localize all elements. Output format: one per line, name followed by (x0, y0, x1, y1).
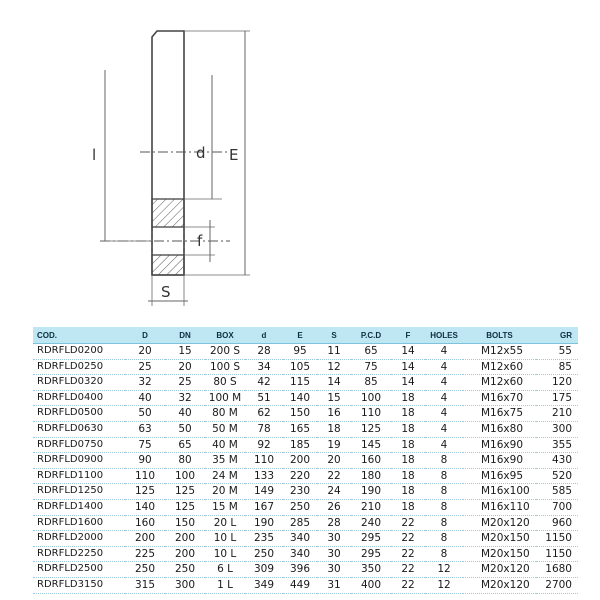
cell-holes: 12 (437, 578, 451, 591)
cell-f: 18 (401, 485, 415, 498)
cell-bolts: M16x80 (481, 422, 523, 435)
cell-bolts: M16x70 (481, 391, 523, 404)
cell-box: 20 L (213, 516, 237, 529)
cell-dn: 200 (174, 547, 196, 560)
cell-bolts: M16x90 (481, 454, 523, 467)
cell-holes: 4 (440, 391, 448, 404)
cell-gr: 55 (558, 345, 572, 357)
cell-f: 22 (401, 516, 415, 529)
cell-d-inner: 349 (253, 578, 275, 591)
cell-f: 18 (401, 407, 415, 420)
cell-gr: 585 (551, 485, 572, 498)
cell-s: 19 (327, 438, 341, 451)
cell-cod: RDRFLD1250 (37, 485, 104, 497)
cell-dn: 25 (178, 376, 192, 389)
table-row (33, 515, 578, 531)
flange-spec-table (33, 327, 578, 594)
cell-d-inner: 190 (253, 516, 275, 529)
cell-s: 30 (327, 547, 341, 560)
cell-dn: 100 (174, 469, 196, 482)
cell-bolts: M16x95 (481, 469, 523, 482)
table-row (33, 499, 578, 515)
cell-gr: 520 (551, 469, 572, 482)
cell-d-inner: 34 (257, 360, 271, 373)
cell-box: 1 L (217, 578, 233, 591)
cell-box: 15 M (212, 500, 238, 513)
cell-pcd: 100 (360, 391, 382, 404)
table-row (33, 453, 578, 469)
cell-s: 30 (327, 563, 341, 576)
cell-f: 18 (401, 454, 415, 467)
cell-box: 10 L (213, 547, 237, 560)
dimension-e (184, 31, 250, 275)
cell-s: 11 (327, 345, 341, 357)
cell-d-outer: 75 (138, 438, 152, 451)
cell-e: 140 (289, 391, 311, 404)
cell-d-inner: 235 (253, 532, 275, 545)
cell-box: 24 M (212, 469, 238, 482)
header-d-outer: D (125, 327, 165, 344)
cell-bolts: M12x55 (481, 345, 523, 357)
table-header-row (33, 327, 578, 344)
cell-d-inner: 28 (257, 345, 271, 357)
cell-d-inner: 149 (253, 485, 275, 498)
cell-cod: RDRFLD1400 (37, 500, 104, 512)
header-s: S (317, 327, 351, 344)
cell-e: 150 (289, 407, 311, 420)
cell-holes: 8 (440, 516, 448, 529)
cell-s: 18 (327, 422, 341, 435)
cell-bolts: M16x90 (481, 438, 523, 451)
cell-holes: 12 (437, 563, 451, 576)
cell-bolts: M20x120 (481, 578, 530, 591)
cell-d-outer: 160 (134, 516, 156, 529)
cell-holes: 8 (440, 469, 448, 482)
table-row (33, 531, 578, 547)
table-body (33, 344, 578, 594)
cell-gr: 430 (551, 454, 572, 467)
cell-gr: 85 (558, 360, 572, 373)
cell-e: 285 (289, 516, 311, 529)
table-row (33, 406, 578, 422)
cell-cod: RDRFLD0900 (37, 454, 104, 466)
cell-d-outer: 225 (134, 547, 156, 560)
cell-box: 200 S (209, 345, 241, 357)
dimension-d (184, 75, 222, 199)
table-row (33, 390, 578, 406)
hatched-section-lower (152, 255, 184, 275)
cell-bolts: M20x120 (481, 563, 530, 576)
cell-holes: 4 (440, 407, 448, 420)
cell-dn: 125 (174, 500, 196, 513)
table-row (33, 468, 578, 484)
cell-dn: 40 (178, 407, 192, 420)
cell-f: 14 (401, 360, 415, 373)
cell-bolts: M16x75 (481, 407, 523, 420)
cell-d-outer: 40 (138, 391, 152, 404)
header-gr: GR (536, 327, 578, 344)
cell-d-outer: 110 (134, 469, 156, 482)
cell-dn: 20 (178, 360, 192, 373)
cell-holes: 4 (440, 438, 448, 451)
cell-gr: 1680 (545, 563, 572, 576)
cell-pcd: 295 (360, 532, 382, 545)
cell-gr: 700 (551, 500, 572, 513)
cell-pcd: 190 (360, 485, 382, 498)
cell-box: 80 S (213, 376, 237, 389)
cell-s: 14 (327, 376, 341, 389)
cell-dn: 15 (178, 345, 192, 357)
cell-dn: 150 (174, 516, 196, 529)
cell-dn: 50 (178, 422, 192, 435)
header-box: BOX (205, 327, 245, 344)
cell-box: 6 L (217, 563, 233, 576)
cell-pcd: 65 (364, 345, 378, 357)
header-dn: DN (165, 327, 205, 344)
cell-pcd: 295 (360, 547, 382, 560)
cell-s: 20 (327, 454, 341, 467)
cell-pcd: 400 (360, 578, 382, 591)
cell-e: 340 (289, 532, 311, 545)
label-d: d (196, 144, 206, 162)
cell-dn: 80 (178, 454, 192, 467)
cell-d-outer: 315 (134, 578, 156, 591)
cell-pcd: 350 (360, 563, 382, 576)
cell-d-outer: 200 (134, 532, 156, 545)
cell-d-outer: 63 (138, 422, 152, 435)
table-row (33, 437, 578, 453)
table-row (33, 421, 578, 437)
cell-f: 18 (401, 469, 415, 482)
cell-e: 449 (289, 578, 311, 591)
cell-e: 95 (293, 345, 307, 357)
cell-cod: RDRFLD0400 (37, 391, 104, 403)
cell-f: 18 (401, 391, 415, 404)
cell-d-outer: 25 (138, 360, 152, 373)
cell-pcd: 85 (364, 376, 378, 389)
cell-s: 31 (327, 578, 341, 591)
cell-pcd: 210 (360, 500, 382, 513)
header-pcd: P.C.D (351, 327, 391, 344)
label-e: E (229, 146, 239, 164)
cell-gr: 1150 (545, 532, 572, 545)
cell-box: 100 S (209, 360, 241, 373)
cell-dn: 200 (174, 532, 196, 545)
cell-f: 18 (401, 500, 415, 513)
cell-s: 24 (327, 485, 341, 498)
cell-dn: 250 (174, 563, 196, 576)
table-row (33, 344, 578, 360)
table-row (33, 375, 578, 391)
cell-holes: 4 (440, 360, 448, 373)
cell-d-inner: 309 (253, 563, 275, 576)
cell-s: 15 (327, 391, 341, 404)
cell-dn: 65 (178, 438, 192, 451)
header-e: E (283, 327, 317, 344)
cell-bolts: M12x60 (481, 376, 523, 389)
cell-d-outer: 20 (138, 345, 152, 357)
cell-d-inner: 42 (257, 376, 271, 389)
cell-dn: 300 (174, 578, 196, 591)
cell-f: 22 (401, 563, 415, 576)
cell-dn: 32 (178, 391, 192, 404)
cell-holes: 8 (440, 485, 448, 498)
cell-d-inner: 51 (257, 391, 271, 404)
cell-d-inner: 62 (257, 407, 271, 420)
cell-box: 100 M (208, 391, 242, 404)
cell-e: 200 (289, 454, 311, 467)
cell-gr: 355 (551, 438, 572, 451)
cell-pcd: 110 (360, 407, 382, 420)
cell-f: 18 (401, 438, 415, 451)
cell-cod: RDRFLD0320 (37, 376, 104, 388)
cell-e: 185 (289, 438, 311, 451)
cell-holes: 4 (440, 376, 448, 389)
cell-pcd: 125 (360, 422, 382, 435)
cell-cod: RDRFLD1600 (37, 516, 104, 528)
cell-pcd: 145 (360, 438, 382, 451)
cell-cod: RDRFLD0750 (37, 438, 104, 450)
cell-holes: 8 (440, 500, 448, 513)
cell-d-outer: 32 (138, 376, 152, 389)
cell-holes: 8 (440, 547, 448, 560)
cell-bolts: M16x100 (481, 485, 530, 498)
cell-cod: RDRFLD2000 (37, 532, 104, 544)
cell-gr: 1150 (545, 547, 572, 560)
cell-f: 22 (401, 532, 415, 545)
cell-f: 14 (401, 376, 415, 389)
cell-d-outer: 140 (134, 500, 156, 513)
header-f: F (391, 327, 425, 344)
cell-e: 115 (289, 376, 311, 389)
cell-cod: RDRFLD0630 (37, 422, 104, 434)
cell-s: 16 (327, 407, 341, 420)
cell-s: 22 (327, 469, 341, 482)
cell-e: 105 (289, 360, 311, 373)
header-bolts: BOLTS (463, 327, 536, 344)
cell-box: 50 M (212, 422, 238, 435)
cell-e: 340 (289, 547, 311, 560)
cell-d-outer: 250 (134, 563, 156, 576)
cell-box: 35 M (212, 454, 238, 467)
header-cod: COD. (33, 327, 125, 344)
cell-holes: 8 (440, 532, 448, 545)
cell-cod: RDRFLD0250 (37, 360, 104, 372)
cell-s: 12 (327, 360, 341, 373)
cell-pcd: 160 (360, 454, 382, 467)
cell-cod: RDRFLD2250 (37, 547, 104, 559)
cell-d-outer: 90 (138, 454, 152, 467)
cell-bolts: M20x120 (481, 516, 530, 529)
cell-holes: 8 (440, 454, 448, 467)
cell-bolts: M16x110 (481, 500, 530, 513)
cell-bolts: M20x150 (481, 532, 530, 545)
cell-e: 165 (289, 422, 311, 435)
cell-cod: RDRFLD1100 (37, 469, 104, 481)
cell-holes: 4 (440, 422, 448, 435)
cell-gr: 210 (551, 407, 572, 420)
cell-s: 28 (327, 516, 341, 529)
cell-d-inner: 167 (253, 500, 275, 513)
cell-gr: 960 (551, 516, 572, 529)
dimension-l (100, 70, 152, 241)
table-row (33, 577, 578, 593)
cell-cod: RDRFLD2500 (37, 563, 104, 575)
cell-d-inner: 250 (253, 547, 275, 560)
cell-box: 80 M (212, 407, 238, 420)
cell-f: 14 (401, 345, 415, 357)
cell-d-inner: 92 (257, 438, 271, 451)
cell-f: 22 (401, 578, 415, 591)
cell-d-outer: 125 (134, 485, 156, 498)
cell-d-inner: 133 (253, 469, 275, 482)
cell-box: 20 M (212, 485, 238, 498)
cell-s: 26 (327, 500, 341, 513)
table-row (33, 546, 578, 562)
cell-bolts: M20x150 (481, 547, 530, 560)
table-row (33, 484, 578, 500)
cell-s: 30 (327, 532, 341, 545)
cell-box: 40 M (212, 438, 238, 451)
table-row (33, 562, 578, 578)
cell-bolts: M12x60 (481, 360, 523, 373)
cell-e: 220 (289, 469, 311, 482)
cell-d-inner: 78 (257, 422, 271, 435)
cell-cod: RDRFLD0500 (37, 407, 104, 419)
label-l: l (92, 146, 97, 164)
cell-cod: RDRFLD0200 (37, 345, 104, 356)
cell-d-outer: 50 (138, 407, 152, 420)
cell-e: 230 (289, 485, 311, 498)
label-f: f (197, 232, 203, 250)
cell-f: 18 (401, 422, 415, 435)
cell-e: 250 (289, 500, 311, 513)
cell-pcd: 180 (360, 469, 382, 482)
cell-gr: 300 (551, 422, 572, 435)
cell-holes: 4 (440, 345, 448, 357)
header-holes: HOLES (425, 327, 463, 344)
cell-f: 22 (401, 547, 415, 560)
cell-gr: 120 (551, 376, 572, 389)
cell-cod: RDRFLD3150 (37, 578, 104, 590)
cell-pcd: 240 (360, 516, 382, 529)
cell-pcd: 75 (364, 360, 378, 373)
cell-d-inner: 110 (253, 454, 275, 467)
cell-dn: 125 (174, 485, 196, 498)
cell-gr: 2700 (545, 578, 572, 591)
label-s: S (161, 283, 171, 301)
table-row (33, 359, 578, 375)
cell-box: 10 L (213, 532, 237, 545)
cell-e: 396 (289, 563, 311, 576)
cell-gr: 175 (551, 391, 572, 404)
hatched-section-upper (152, 199, 184, 227)
header-d-inner: d (245, 327, 283, 344)
